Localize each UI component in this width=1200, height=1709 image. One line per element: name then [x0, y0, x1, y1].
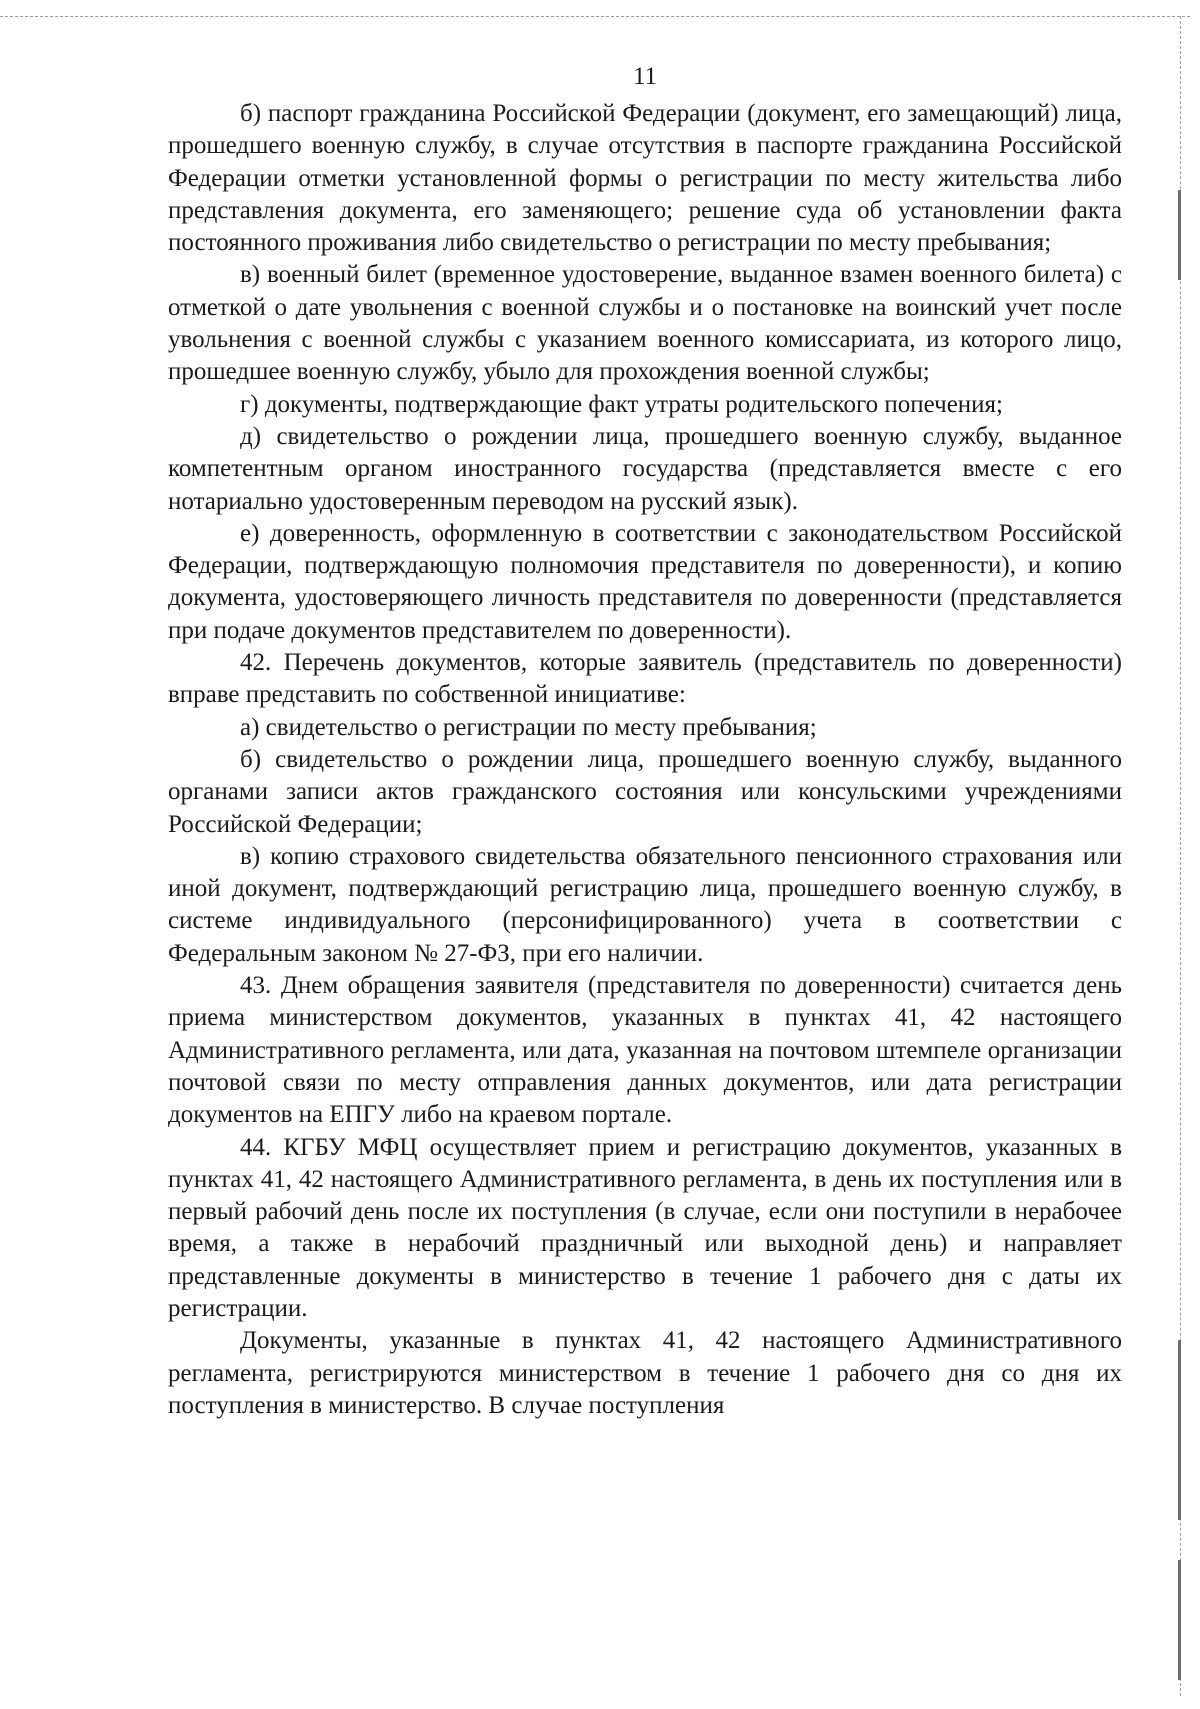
paragraph-42a-registration: а) свидетельство о регистрации по месту пребывания; — [240, 713, 817, 741]
paragraph-g-loss-of-care: г) документы, подтверждающие факт утраты родительского попечения; — [240, 390, 1004, 418]
scan-mark — [1178, 1560, 1181, 1680]
paragraph-42v-insurance-certificate: в) копию страхового свидетельства обязательного пенсионного страхования или иной документ, подтверждающий регистрацию лица, прошедшего военную службу, в системе индивидуального (персонифицированного) учета в соответствии с Федеральным законом № 27-ФЗ, при его наличии. — [168, 842, 1122, 967]
paragraph-e-power-of-attorney: е) доверенность, оформленную в соответствии с законодательством Российской Федерации, подтверждающую полномочия представителя по доверенности), и копию документа, удостоверяющего личность представителя по доверенности (представляется при подаче документов представителем по доверенности). — [168, 519, 1122, 644]
scan-edge-top — [0, 16, 1190, 17]
paragraph-b-passport: б) паспорт гражданина Российской Федерации (документ, его замещающий) лица, прошедшего военную службу, в случае отсутствия в паспорте гражданина Российской Федерации отметки установленной формы о регистрации по месту жительства либо представления документа, его заменяющего; решение суда об установлении факта постоянного проживания либо свидетельство о регистрации по месту пребывания; — [168, 100, 1122, 257]
paragraph-43-application-day: 43. Днем обращения заявителя (представителя по доверенности) считается день приема министерством документов, указанных в пунктах 41, 42 настоящего Административного регламента, или дата, указанная на почтовом штемпеле организации почтовой связи по месту отправления данных документов, или дата регистрации документов на ЕПГУ либо на краевом портале. — [168, 972, 1122, 1129]
scan-mark — [1178, 1340, 1181, 1520]
scan-mark — [1178, 190, 1181, 280]
paragraph-registration-ministry: Документы, указанные в пунктах 41, 42 настоящего Административного регламента, регистрируются министерством в течение 1 рабочего дня со дня их поступления в министерство. В случае поступления — [168, 1327, 1122, 1419]
paragraph-d-birth-certificate: д) свидетельство о рождении лица, прошедшего военную службу, выданное компетентным органом иностранного государства (представляется вместе с его нотариально удостоверенным переводом на русский язык). — [168, 422, 1122, 515]
paragraph-42b-birth-certificate: б) свидетельство о рождении лица, прошедшего военную службу, выданного органами записи актов гражданского состояния или консульскими учреждениями Российской Федерации; — [168, 745, 1122, 838]
paragraph-44-mfc-reception: 44. КГБУ МФЦ осуществляет прием и регистрацию документов, указанных в пунктах 41, 42 настоящего Административного регламента, в день их поступления или в первый рабочий день после их поступления (в случае, если они поступили в нерабочее время, а также в нерабочий праздничный или выходной день) и направляет представленные документы в министерство в течение 1 рабочего дня с даты их регистрации. — [168, 1133, 1122, 1322]
document-body — [168, 98, 1122, 1422]
paragraph-42-optional-documents: 42. Перечень документов, которые заявитель (представитель по доверенности) вправе представить по собственной инициативе: — [168, 649, 1122, 709]
paragraph-v-military-id: в) военный билет (временное удостоверение, выданное взамен военного билета) с отметкой о дате увольнения с военной службы и о постановке на воинский учет после увольнения с военной службы с указанием военного комиссариата, из которого лицо, прошедшее военную службу, убыло для прохождения военной службы; — [168, 261, 1122, 386]
page-number: 11 — [632, 63, 658, 90]
